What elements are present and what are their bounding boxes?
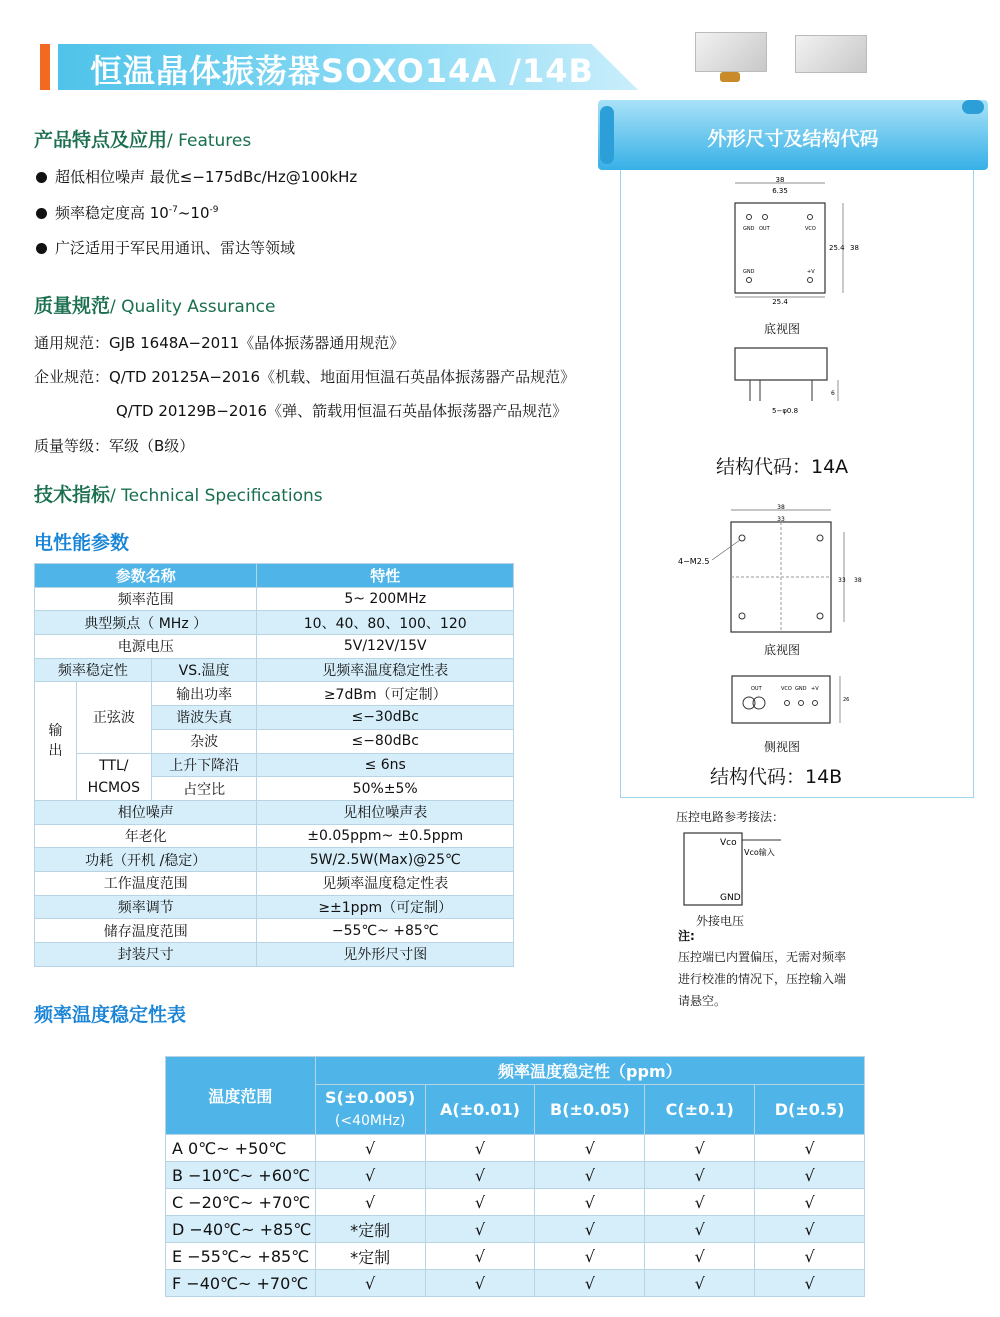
svg-text:GND: GND bbox=[743, 269, 755, 275]
stability-cell: √ bbox=[755, 1135, 865, 1162]
svg-text:4−M2.5: 4−M2.5 bbox=[678, 557, 710, 566]
svg-text:OUT: OUT bbox=[751, 686, 762, 692]
output-group-label: 输 出 bbox=[35, 682, 77, 800]
temp-range-cell: D −40℃~ +85℃ bbox=[166, 1216, 316, 1243]
spec-header-param: 参数名称 bbox=[35, 564, 257, 588]
stability-cell: *定制 bbox=[315, 1243, 425, 1270]
stability-cell: √ bbox=[645, 1189, 755, 1216]
features-heading: 产品特点及应用/ Features bbox=[34, 129, 252, 151]
spec-value: ≤−80dBc bbox=[257, 729, 514, 753]
svg-text:Vco输入: Vco输入 bbox=[744, 848, 775, 857]
feature-item: 广泛适用于军民用通讯、雷达等领域 bbox=[36, 237, 295, 258]
stability-cell: √ bbox=[535, 1162, 645, 1189]
svg-text:25.4: 25.4 bbox=[772, 298, 788, 305]
svg-text:38: 38 bbox=[850, 244, 859, 252]
spec-param: 典型频点（ MHz ） bbox=[35, 611, 257, 635]
svg-text:VCO: VCO bbox=[805, 226, 816, 232]
svg-text:GND: GND bbox=[795, 686, 807, 692]
side-view-14b-drawing bbox=[727, 673, 857, 728]
stability-cell: √ bbox=[645, 1162, 755, 1189]
spec-value: 见频率温度稳定性表 bbox=[257, 871, 514, 895]
spec-subparam: 输出功率 bbox=[151, 682, 257, 706]
bullet-icon bbox=[36, 172, 47, 183]
stability-cell: √ bbox=[315, 1189, 425, 1216]
temp-table-heading: 频率温度稳定性表 bbox=[34, 1004, 187, 1026]
spec-value: 5W/2.5W(Max)@25℃ bbox=[257, 848, 514, 872]
spec-header-value: 特性 bbox=[257, 564, 514, 588]
svg-text:38: 38 bbox=[777, 504, 785, 511]
connector-icon bbox=[720, 72, 740, 82]
spec-param: 相位噪声 bbox=[35, 800, 257, 824]
spec-value: 5V/12V/15V bbox=[257, 635, 514, 659]
note-line: 压控端已内置偏压，无需对频率 bbox=[678, 950, 847, 964]
spec-value: 见相位噪声表 bbox=[257, 800, 514, 824]
stability-cell: √ bbox=[535, 1189, 645, 1216]
svg-text:25.4: 25.4 bbox=[829, 244, 845, 252]
stability-cell: √ bbox=[755, 1216, 865, 1243]
svg-text:26: 26 bbox=[843, 697, 850, 703]
stability-cell: √ bbox=[425, 1216, 535, 1243]
temp-range-cell: F −40℃~ +70℃ bbox=[166, 1270, 316, 1297]
stability-cell: √ bbox=[425, 1162, 535, 1189]
stability-cell: √ bbox=[645, 1270, 755, 1297]
stability-cell: √ bbox=[755, 1270, 865, 1297]
spec-value: 5~ 200MHz bbox=[257, 587, 514, 611]
side-view-caption: 侧视图 bbox=[764, 740, 801, 754]
spec-subparam: 杂波 bbox=[151, 729, 257, 753]
temp-range-cell: C −20℃~ +70℃ bbox=[166, 1189, 316, 1216]
vco-heading: 压控电路参考接法： bbox=[676, 810, 785, 824]
temp-row bbox=[166, 1243, 865, 1270]
enterprise-spec-1: 企业规范：Q/TD 20125A−2016《机载、地面用恒温石英晶体振荡器产品规范》 bbox=[34, 368, 576, 386]
stability-cell: √ bbox=[645, 1135, 755, 1162]
svg-text:5−φ0.8: 5−φ0.8 bbox=[772, 407, 799, 415]
svg-text:6.35: 6.35 bbox=[772, 187, 788, 195]
spec-param: 频率范围 bbox=[35, 587, 257, 611]
bottom-view-14a-drawing bbox=[725, 175, 865, 305]
title-accent-bar bbox=[40, 44, 50, 90]
ttl-group-label: TTL/ HCMOS bbox=[76, 753, 151, 800]
stability-cell: *定制 bbox=[315, 1216, 425, 1243]
general-spec: 通用规范：GJB 1648A−2011《晶体振荡器通用规范》 bbox=[34, 334, 405, 352]
bottom-view-14b-drawing bbox=[676, 502, 866, 637]
spec-param: 频率稳定性 bbox=[35, 658, 152, 682]
note-label: 注: bbox=[678, 929, 695, 943]
sine-group-label: 正弦波 bbox=[76, 682, 151, 753]
spec-subparam: 上升下降沿 bbox=[151, 753, 257, 777]
temp-header-b: B(±0.05) bbox=[535, 1085, 645, 1135]
spec-subparam: 谐波失真 bbox=[151, 706, 257, 730]
stability-cell: √ bbox=[425, 1270, 535, 1297]
temp-stability-table bbox=[165, 1056, 865, 1297]
svg-text:+V: +V bbox=[807, 269, 815, 275]
vco-circuit-diagram bbox=[676, 825, 806, 920]
svg-text:Vco: Vco bbox=[720, 838, 737, 848]
temp-range-cell: A 0℃~ +50℃ bbox=[166, 1135, 316, 1162]
temp-header-c: C(±0.1) bbox=[645, 1085, 755, 1135]
temp-range-cell: E −55℃~ +85℃ bbox=[166, 1243, 316, 1270]
stability-cell: √ bbox=[535, 1216, 645, 1243]
spec-value: ≤−30dBc bbox=[257, 706, 514, 730]
product-photo-14b bbox=[795, 35, 867, 73]
side-view-14a-drawing bbox=[730, 343, 850, 423]
spec-subparam: VS.温度 bbox=[151, 658, 257, 682]
svg-text:+V: +V bbox=[811, 686, 819, 692]
stability-cell: √ bbox=[425, 1243, 535, 1270]
spec-value: ≥±1ppm（可定制） bbox=[257, 895, 514, 919]
stability-cell: √ bbox=[425, 1135, 535, 1162]
stability-cell: √ bbox=[425, 1189, 535, 1216]
feature-item: 超低相位噪声 最优≤−175dBc/Hz@100kHz bbox=[36, 166, 357, 187]
spec-subparam: 占空比 bbox=[151, 777, 257, 801]
temp-row bbox=[166, 1135, 865, 1162]
spec-param: 功耗（开机 /稳定） bbox=[35, 848, 257, 872]
spec-table bbox=[34, 563, 514, 967]
temp-row bbox=[166, 1189, 865, 1216]
spec-value: 见频率温度稳定性表 bbox=[257, 658, 514, 682]
temp-header-range: 温度范围 bbox=[166, 1057, 316, 1135]
svg-text:GND: GND bbox=[743, 226, 755, 232]
quality-heading: 质量规范/ Quality Assurance bbox=[34, 295, 276, 317]
svg-text:33: 33 bbox=[777, 516, 785, 523]
svg-text:GND: GND bbox=[720, 893, 741, 903]
spec-param: 频率调节 bbox=[35, 895, 257, 919]
spec-value: 10、40、80、100、120 bbox=[257, 611, 514, 635]
spec-value: 50%±5% bbox=[257, 777, 514, 801]
quality-grade: 质量等级：军级（B级） bbox=[34, 437, 195, 455]
svg-text:6: 6 bbox=[831, 390, 835, 397]
tech-heading: 技术指标/ Technical Specifications bbox=[34, 484, 323, 506]
temp-range-cell: B −10℃~ +60℃ bbox=[166, 1162, 316, 1189]
spec-value: ≤ 6ns bbox=[257, 753, 514, 777]
svg-text:VCO: VCO bbox=[781, 686, 792, 692]
product-photo-14a bbox=[695, 32, 767, 72]
stability-cell: √ bbox=[755, 1162, 865, 1189]
stability-cell: √ bbox=[535, 1243, 645, 1270]
note-line: 进行校准的情况下，压控输入端 bbox=[678, 972, 847, 986]
stability-cell: √ bbox=[535, 1270, 645, 1297]
spec-param: 封装尺寸 bbox=[35, 943, 257, 967]
bullet-icon bbox=[36, 243, 47, 254]
temp-row bbox=[166, 1162, 865, 1189]
spec-value: −55℃~ +85℃ bbox=[257, 919, 514, 943]
temp-row bbox=[166, 1216, 865, 1243]
enterprise-spec-2: Q/TD 20129B−2016《弹、箭载用恒温石英晶体振荡器产品规范》 bbox=[116, 402, 568, 420]
spec-param: 电源电压 bbox=[35, 635, 257, 659]
spec-value: ≥7dBm（可定制） bbox=[257, 682, 514, 706]
spec-param: 年老化 bbox=[35, 824, 257, 848]
temp-header-a: A(±0.01) bbox=[425, 1085, 535, 1135]
spec-param: 工作温度范围 bbox=[35, 871, 257, 895]
scroll-curl-right bbox=[962, 100, 984, 114]
electrical-heading: 电性能参数 bbox=[34, 532, 130, 554]
structure-code-14a: 结构代码：14A bbox=[716, 456, 849, 478]
stability-cell: √ bbox=[315, 1135, 425, 1162]
stability-cell: √ bbox=[645, 1243, 755, 1270]
bottom-view-caption: 底视图 bbox=[764, 322, 801, 336]
temp-row bbox=[166, 1270, 865, 1297]
stability-cell: √ bbox=[755, 1243, 865, 1270]
bullet-icon bbox=[36, 208, 47, 219]
svg-text:33: 33 bbox=[838, 577, 846, 584]
temp-header-group: 频率温度稳定性（ppm） bbox=[315, 1057, 864, 1085]
outline-heading: 外形尺寸及结构代码 bbox=[707, 128, 879, 150]
stability-cell: √ bbox=[535, 1135, 645, 1162]
svg-text:38: 38 bbox=[854, 577, 862, 584]
spec-value: 见外形尺寸图 bbox=[257, 943, 514, 967]
note-line: 请悬空。 bbox=[678, 994, 727, 1008]
stability-cell: √ bbox=[755, 1189, 865, 1216]
bottom-view-b-caption: 底视图 bbox=[764, 643, 801, 657]
spec-value: ±0.05ppm~ ±0.5ppm bbox=[257, 824, 514, 848]
stability-cell: √ bbox=[315, 1162, 425, 1189]
temp-header-d: D(±0.5) bbox=[755, 1085, 865, 1135]
stability-cell: √ bbox=[315, 1270, 425, 1297]
structure-code-14b: 结构代码：14B bbox=[710, 766, 843, 788]
page-title: 恒温晶体振荡器SOXO14A /14B bbox=[90, 52, 594, 90]
stability-cell: √ bbox=[645, 1216, 755, 1243]
feature-item: 频率稳定度高 $10^{-7}\sim 10^{-9}$ bbox=[36, 202, 218, 223]
temp-header-s: S(±0.005) (<40MHz) bbox=[315, 1085, 425, 1135]
svg-text:38: 38 bbox=[775, 176, 785, 184]
vco-ext-label: 外接电压 bbox=[696, 914, 745, 928]
svg-text:OUT: OUT bbox=[759, 226, 770, 232]
spec-param: 储存温度范围 bbox=[35, 919, 257, 943]
